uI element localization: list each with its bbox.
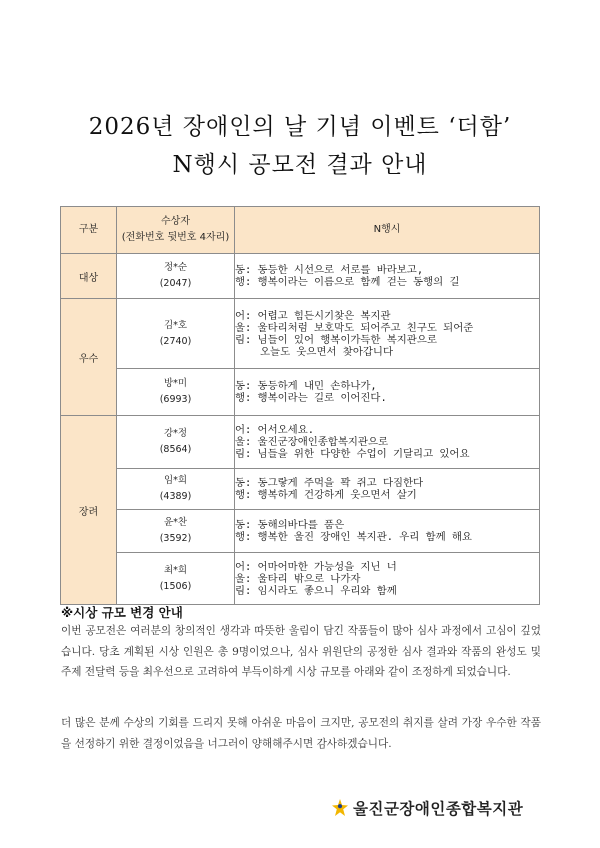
poem-cell [235,469,540,510]
org-name: 울진군장애인종합복지관 [353,800,524,818]
winner-cell [117,553,235,605]
winner-name: 임*희 [163,475,188,486]
header-winner-sublabel: (전화번호 뒷번호 4자리) [121,232,230,243]
poem-cell [235,416,540,469]
winner-phone: (1506) [159,580,192,592]
poem-line: 행: 행복한 울진 장애인 복지관. 우리 함께 해요 [235,531,472,543]
notice-paragraph-1: 이번 공모전은 여러분의 창의적인 생각과 따뜻한 울림이 담긴 작품들이 많아 심사 과정에서 고심이 깊었습니다. 당초 계획된 시상 인원은 총 9명이었으나, 심사 위원단의 공정한 심사 결과와 작품의 완성도 및 주제 전달력 등을 최우선으로 고려하여 부득이하게 시상 규모를 아래와 같이 조정하게 되었습니다. [61,625,541,679]
winner-name: 방*미 [163,378,188,389]
poem-line: 동: 동그랗게 주먹을 꽉 쥐고 다짐한다 [235,477,424,489]
poem-cell [235,510,540,553]
poem-line: 어: 어마어마한 가능성을 지닌 너 [235,560,397,573]
poem-line: 동: 동등하게 내민 손하나가, [235,380,377,392]
star-figure-icon [331,798,349,818]
category-grand: 대상 [61,254,117,299]
winner-phone: (2047) [159,278,192,289]
winner-name: 윤*찬 [163,517,188,528]
results-table [60,206,540,605]
poem-cell [235,299,540,369]
poem-line: 울: 울타리 밖으로 나가자 [235,572,361,585]
table-row [61,510,540,553]
winner-cell [117,416,235,469]
winner-name: 김*호 [163,319,188,331]
poem-line: 어: 어서오세요. [235,424,314,436]
poem-line: 림: 님들이 있어 행복이가득한 복지관으로 [235,333,437,346]
table-row [61,299,540,369]
header-category: 구분 [61,207,117,254]
table-header-row [61,207,540,254]
header-poem: N행시 [235,207,540,254]
page-title: 2026년 장애인의 날 기념 이벤트 ‘더함’ [88,114,512,140]
table-row [61,369,540,416]
winner-cell [117,299,235,369]
poem-line: 울: 울타리처럼 보호막도 되어주고 친구도 되어준 [235,321,474,334]
poem-cell [235,254,540,299]
winner-name: 최*희 [163,564,188,576]
notice-paragraph-2: 더 많은 분께 수상의 기회를 드리지 못해 아쉬운 마음이 크지만, 공모전의 취지를 살려 가장 우수한 작품을 선정하기 위한 결정이었음을 너그러이 양해해주시면 감사하겠습니다. [61,717,541,750]
winner-phone: (3592) [159,533,192,544]
header-winner [117,207,235,254]
poem-line: 행: 행복이라는 길로 이어진다. [235,392,387,404]
org-logo [331,795,523,821]
table-row [61,416,540,469]
table-row [61,469,540,510]
page-subtitle: N행시 공모전 결과 안내 [172,152,428,178]
winner-phone: (6993) [159,394,192,405]
poem-line: 림: 임시라도 좋으니 우리와 함께 [235,584,397,597]
winner-cell [117,369,235,416]
category-excellence: 우수 [61,299,117,416]
poem-line: 림: 님들을 위한 다양한 수업이 기달리고 있어요 [235,448,470,460]
winner-cell [117,469,235,510]
poem-cell [235,369,540,416]
poem-line: 오늘도 웃으면서 찾아갑니다 [235,345,393,358]
poem-line: 동: 동등한 시선으로 서로를 바라보고, [235,264,424,276]
winner-cell [117,510,235,553]
winner-phone: (8564) [159,444,192,455]
poem-line: 행: 행복이라는 이름으로 함께 걷는 동행의 길 [235,276,460,288]
poem-line: 어: 어렵고 힘든시기찾은 복지관 [235,309,391,322]
notice-title: ※시상 규모 변경 안내 [61,605,183,620]
winner-phone: (2740) [159,335,192,347]
poem-cell [235,553,540,605]
winner-name: 강*정 [163,428,188,439]
poem-line: 울: 울진군장애인종합복지관으로 [235,436,389,448]
header-winner-label: 수상자 [161,216,190,227]
poem-line: 동: 동해의바다를 품은 [235,519,345,531]
table-row [61,553,540,605]
table-row [61,254,540,299]
winner-name: 정*순 [163,262,188,273]
winner-phone: (4389) [159,491,192,502]
poem-line: 행: 행복하게 건강하게 웃으면서 살기 [235,489,417,501]
winner-cell [117,254,235,299]
category-encouragement: 장려 [61,416,117,605]
